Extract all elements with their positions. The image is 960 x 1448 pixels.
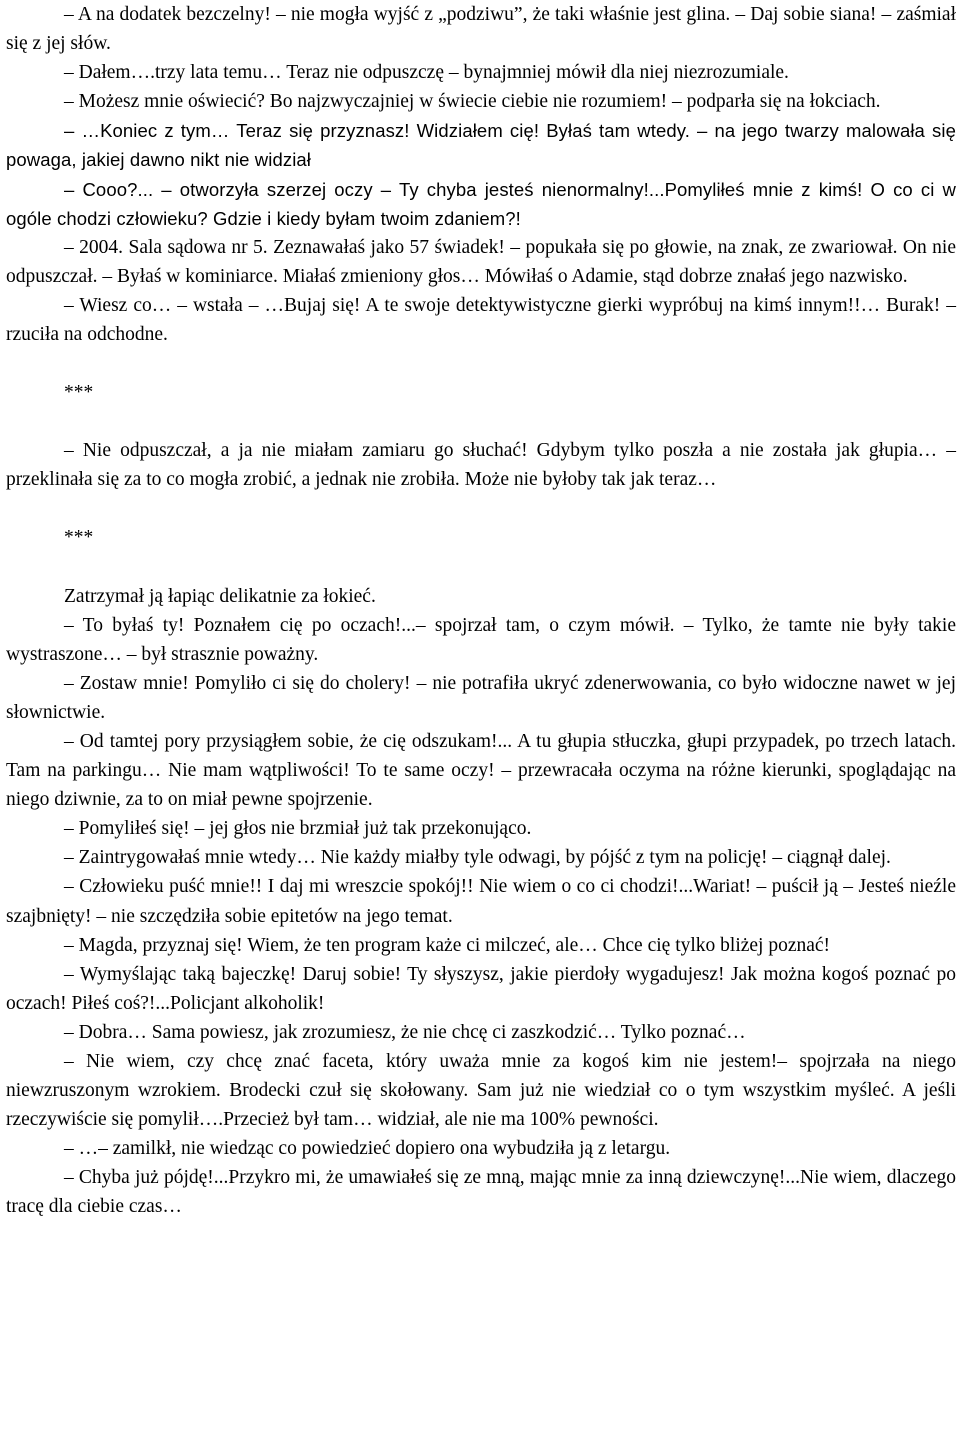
section-break: ***: [64, 527, 94, 549]
blank-line: [6, 349, 956, 378]
paragraph: – Od tamtej pory przysiągłem sobie, że cię odszukam!... A tu głupia stłuczka, głupi przypadek, po trzech latach. Tam na parkingu… Nie mam wątpliwości! To te same oczy! – przewracała oczyma na różne kierunki, spoglądając na niego dziwnie, za to on miał pewne spojrzenie.: [6, 730, 956, 811]
paragraph: – Nie wiem, czy chcę znać faceta, który uważa mnie za kogoś kim nie jestem!– spojrzała na niego niewzruszonym wzrokiem. Brodecki czuł się skołowany. Sam już nie wiedział co o tym wszystkim myśleć. A jeśli rzeczywiście się pomylił….Przecież był tam… widział, ale nie ma 100% pewności.: [6, 1051, 956, 1131]
paragraph: Zatrzymał ją łapiąc delikatnie za łokieć.: [64, 585, 376, 607]
paragraph: – Wymyślając taką bajeczkę! Daruj sobie! Ty słyszysz, jakie pierdoły wygadujesz! Jak można kogoś poznać po oczach! Piłeś coś?!...Policjant alkoholik!: [6, 963, 956, 1014]
section-break: ***: [64, 382, 94, 404]
paragraph: – To byłaś ty! Poznałem cię po oczach!...– spojrzał tam, o czym mówił. – Tylko, że tamte nie były takie wystraszone… – był strasznie poważny.: [6, 614, 956, 665]
paragraph: – Chyba już pójdę!...Przykro mi, że umawiałeś się ze mną, mając mnie za inną dziewczynę!...Nie wiem, dlaczego tracę dla ciebie czas…: [6, 1167, 956, 1218]
blank-line: [6, 553, 956, 582]
paragraph: – Możesz mnie oświecić? Bo najzwyczajniej w świecie ciebie nie rozumiem! – podparła się na łokciach.: [64, 91, 881, 113]
paragraph: – Wiesz co… – wstała – …Bujaj się! A te swoje detektywistyczne gierki wypróbuj na kimś innym!!… Burak! – rzuciła na odchodne.: [6, 294, 956, 346]
paragraph: – …Koniec z tym… Teraz się przyznasz! Widziałem cię! Byłaś tam wtedy. – na jego twarzy malowała się powaga, jakiej dawno nikt nie widział: [6, 120, 956, 171]
document-page: [6, 0, 956, 1222]
paragraph: – Człowieku puść mnie!! I daj mi wreszcie spokój!! Nie wiem o co ci chodzi!...Wariat! – puścił ją – Jesteś nieźle szajbnięty! – nie szczędziła sobie epitetów na jego temat.: [6, 876, 956, 927]
paragraph: – Zaintrygowałaś mnie wtedy… Nie każdy miałby tyle odwagi, by pójść z tym na policję! – ciągnął dalej.: [64, 847, 891, 869]
paragraph: – Dobra… Sama powiesz, jak zrozumiesz, że nie chcę ci zaszkodzić… Tylko poznać…: [64, 1021, 746, 1043]
paragraph: – Pomyliłeś się! – jej głos nie brzmiał już tak przekonująco.: [64, 818, 532, 840]
paragraph: – Zostaw mnie! Pomyliło ci się do cholery! – nie potrafiła ukryć zdenerwowania, co było widoczne nawet w jej słownictwie.: [6, 672, 956, 723]
paragraph: – Magda, przyznaj się! Wiem, że ten program każe ci milczeć, ale… Chce cię tylko bliżej poznać!: [64, 934, 831, 956]
paragraph: – Nie odpuszczał, a ja nie miałam zamiaru go słuchać! Gdybym tylko poszła a nie została jak głupia… – przeklinała się za to co mogła zrobić, a jednak nie zrobiła. Może nie byłoby tak jak teraz…: [6, 440, 956, 491]
paragraph: – …– zamilkł, nie wiedząc co powiedzieć dopiero ona wybudziła ją z letargu.: [64, 1138, 671, 1160]
paragraph: – Dałem….trzy lata temu… Teraz nie odpuszczę – bynajmniej mówił dla niej niezrozumiale.: [64, 62, 789, 84]
paragraph: – 2004. Sala sądowa nr 5. Zeznawałaś jako 57 świadek! – popukała się po głowie, na znak, ze zwariował. On nie odpuszczał. – Byłaś w kominiarce. Miałaś zmieniony głos… Mówiłaś o Adamie, stąd dobrze znałaś jego nazwisko.: [6, 236, 956, 287]
paragraph: – A na dodatek bezczelny! – nie mogła wyjść z „podziwu”, że taki właśnie jest glina. – Daj sobie siana! – zaśmiał się z jej słów.: [6, 4, 956, 55]
paragraph: – Cooo?... – otworzyła szerzej oczy – Ty chyba jesteś nienormalny!...Pomyliłeś mnie z kimś! O co ci w ogóle chodzi człowieku? Gdzie i kiedy byłam twoim zdaniem?!: [6, 178, 956, 229]
blank-line: [6, 494, 956, 523]
blank-line: [6, 407, 956, 436]
